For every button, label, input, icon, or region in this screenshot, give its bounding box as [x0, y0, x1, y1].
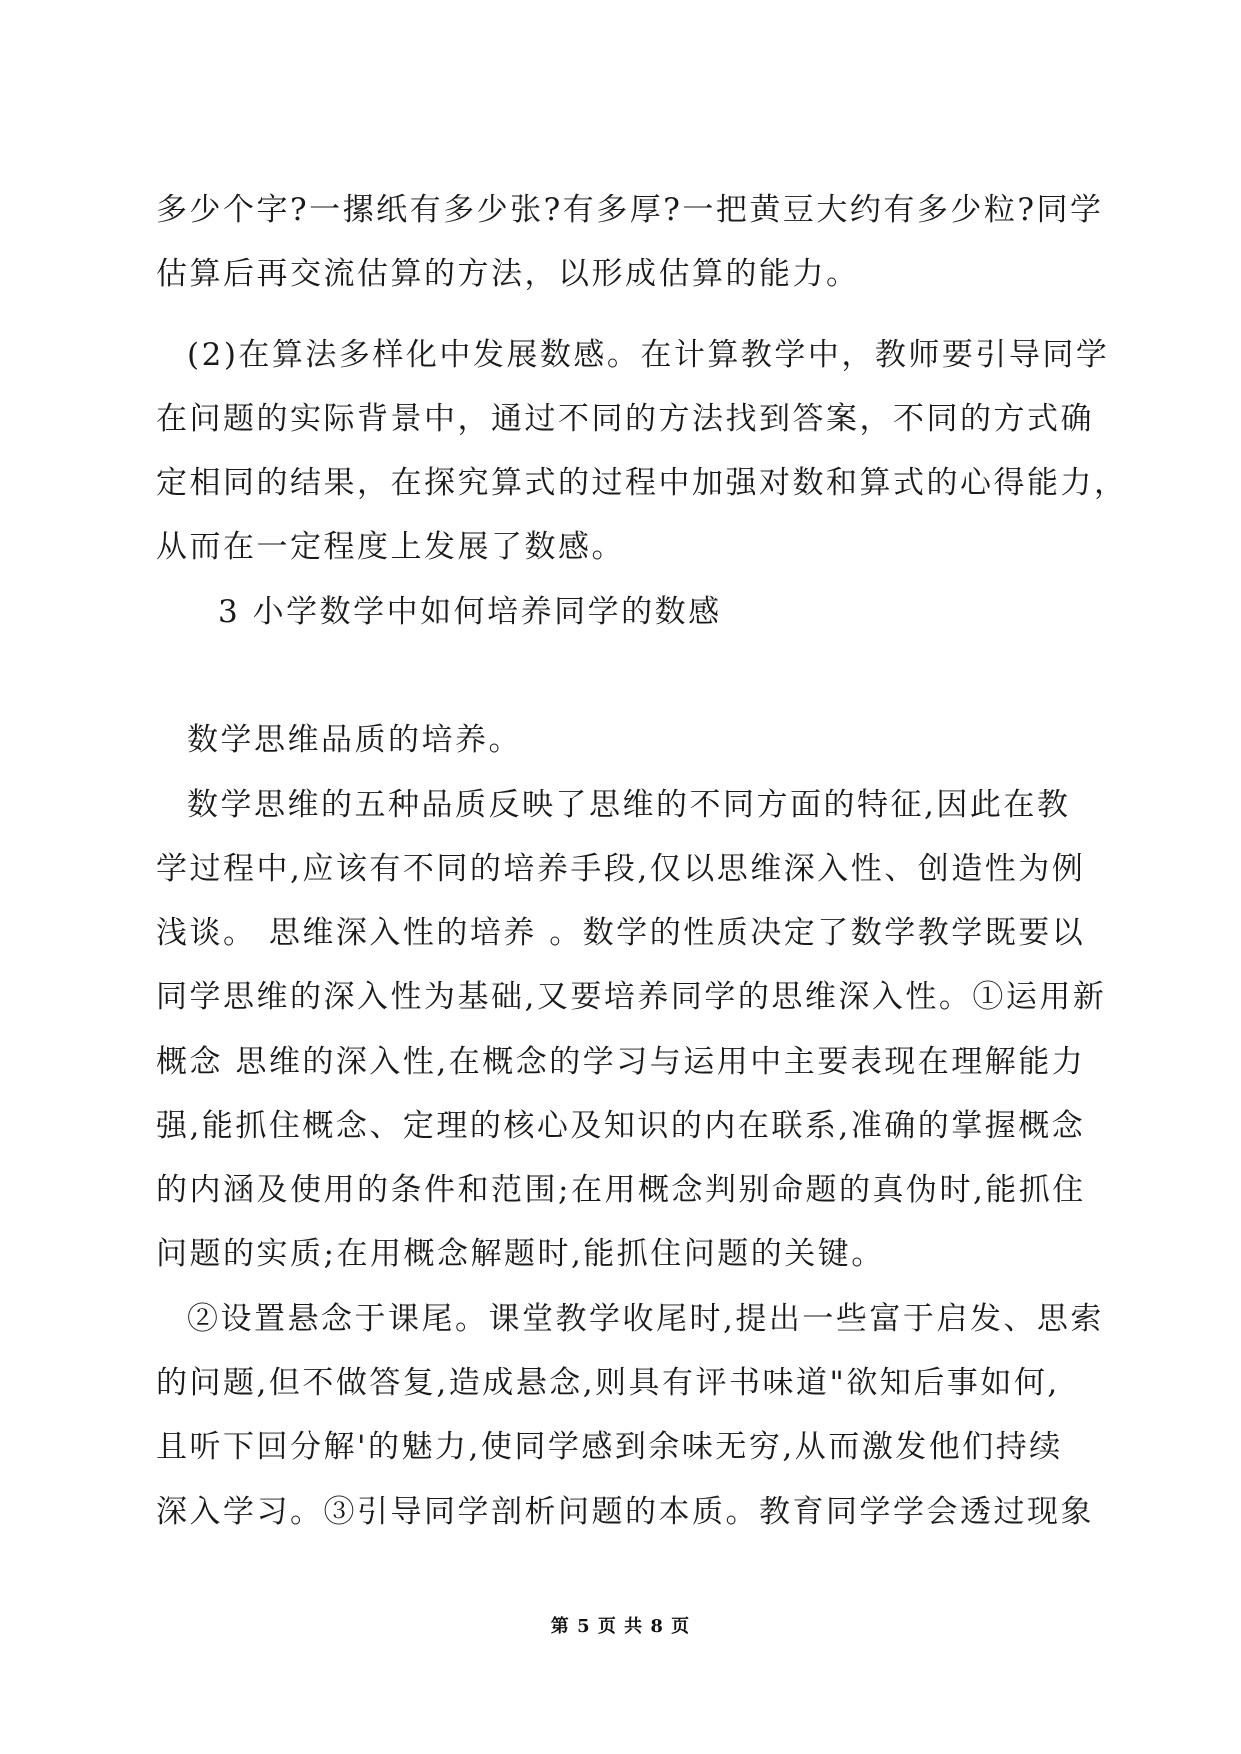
- text-line: 数学思维的五种品质反映了思维的不同方面的特征,因此在教: [187, 787, 1071, 823]
- text-line: 的内涵及使用的条件和范围;在用概念判别命题的真伪时,能抓住: [156, 1172, 1086, 1208]
- text-line: 在问题的实际背景中，通过不同的方法找到答案，不同的方式确: [156, 401, 1094, 437]
- text-line: 从而在一定程度上发展了数感。: [156, 529, 625, 565]
- text-line: ②设置悬念于课尾。课堂教学收尾时,提出一些富于启发、思索: [187, 1301, 1104, 1337]
- text-line: 概念 思维的深入性,在概念的学习与运用中主要表现在理解能力: [156, 1044, 1086, 1080]
- text-line: 估算后再交流估算的方法，以形成估算的能力。: [156, 256, 860, 292]
- text-line: 定相同的结果，在探究算式的过程中加强对数和算式的心得能力，: [156, 465, 1128, 501]
- text-line: 浅谈。 思维深入性的培养 。数学的性质决定了数学教学既要以: [156, 915, 1086, 951]
- text-line: 数学思维品质的培养。: [187, 722, 522, 758]
- text-line: 的问题,但不做答复,造成悬念,则具有评书味道"欲知后事如何,: [156, 1365, 1060, 1401]
- section-heading: 3 小学数学中如何培养同学的数感: [218, 594, 722, 630]
- text-line: 深入学习。③引导同学剖析问题的本质。教育同学学会透过现象: [156, 1494, 1094, 1530]
- text-line: 问题的实质;在用概念解题时,能抓住问题的关键。: [156, 1236, 885, 1272]
- text-line: 强,能抓住概念、定理的核心及知识的内在联系,准确的掌握概念: [156, 1108, 1086, 1144]
- page-number-footer: 第 5 页 共 8 页: [550, 1616, 691, 1637]
- text-line: (2)在算法多样化中发展数感。在计算教学中，教师要引导同学: [187, 337, 1110, 373]
- text-line: 学过程中,应该有不同的培养手段,仅以思维深入性、创造性为例: [156, 851, 1086, 887]
- text-line: 多少个字?一摞纸有多少张?有多厚?一把黄豆大约有多少粒?同学: [156, 192, 1104, 228]
- text-line: 同学思维的深入性为基础,又要培养同学的思维深入性。①运用新: [156, 979, 1107, 1015]
- text-line: 且听下回分解'的魅力,使同学感到余味无穷,从而激发他们持续: [156, 1429, 1063, 1465]
